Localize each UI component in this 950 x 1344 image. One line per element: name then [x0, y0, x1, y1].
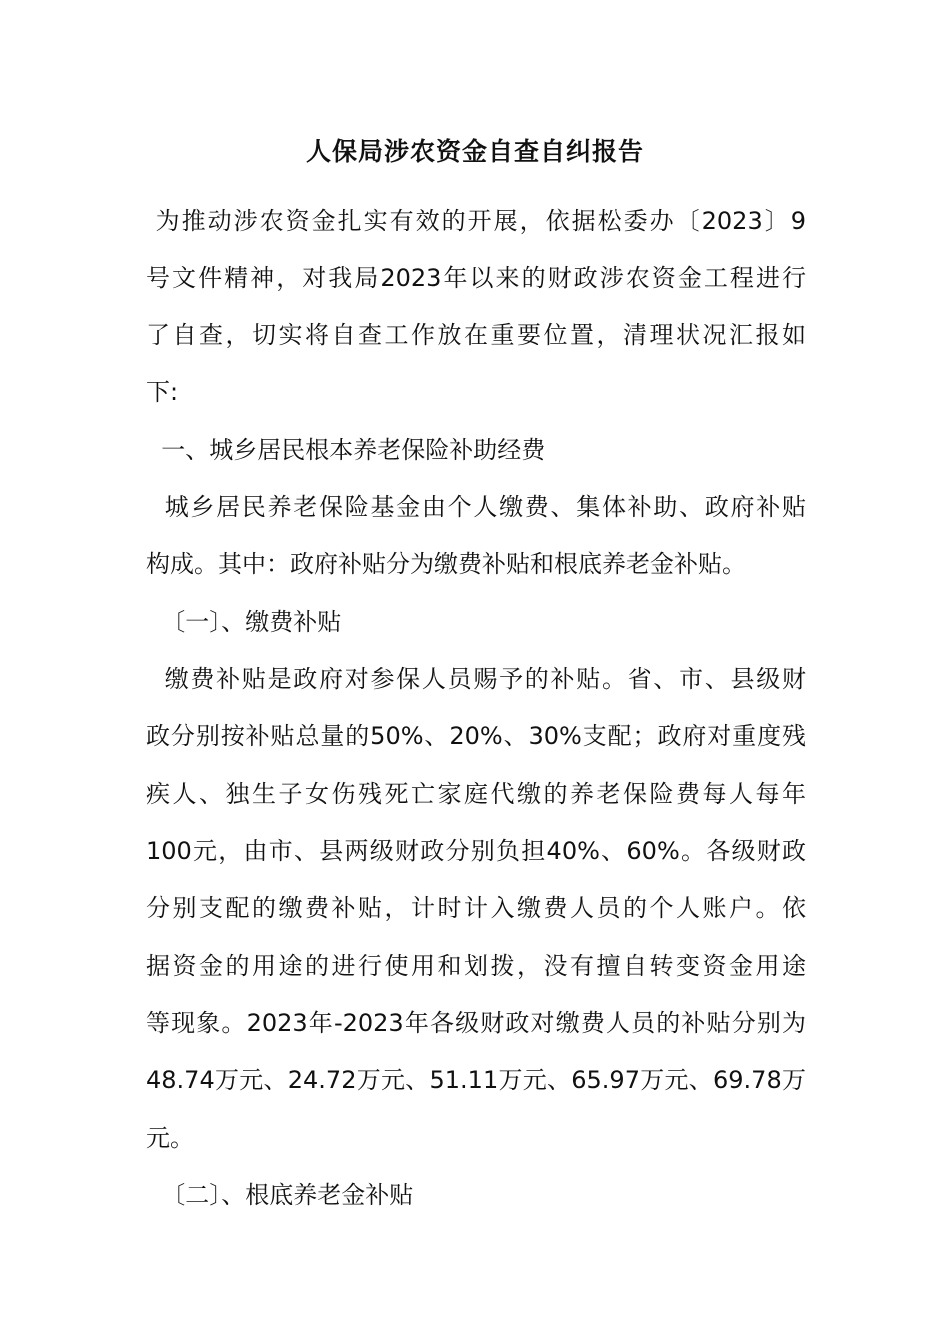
- paragraph-line: 疾人、独生子女伤残死亡家庭代缴的养老保险费每人每年: [146, 780, 806, 808]
- paragraph-line: 构成。其中：政府补贴分为缴费补贴和根底养老金补贴。: [146, 550, 746, 578]
- paragraph-line: 为推动涉农资金扎实有效的开展，依据松委办〔2023〕9: [146, 207, 806, 235]
- paragraph-line: 分别支配的缴费补贴，计时计入缴费人员的个人账户。依: [146, 894, 806, 922]
- paragraph-line: 100元，由市、县两级财政分别负担40%、60%。各级财政: [146, 837, 806, 865]
- paragraph-line: 号文件精神，对我局2023年以来的财政涉农资金工程进行: [146, 264, 806, 292]
- paragraph-line: 城乡居民养老保险基金由个人缴费、集体补助、政府补贴: [146, 493, 806, 521]
- section-heading: 一、城乡居民根本养老保险补助经费: [146, 436, 546, 464]
- paragraph-line: 缴费补贴是政府对参保人员赐予的补贴。省、市、县级财: [146, 665, 806, 693]
- paragraph-line: 下:: [146, 378, 179, 406]
- paragraph-line: 元。: [146, 1124, 194, 1152]
- document-title: 人保局涉农资金自查自纠报告: [305, 137, 644, 166]
- paragraph-line: 等现象。2023年-2023年各级财政对缴费人员的补贴分别为: [146, 1009, 806, 1037]
- paragraph-line: 48.74万元、24.72万元、51.11万元、65.97万元、69.78万: [146, 1066, 806, 1094]
- paragraph-line: 据资金的用途的进行使用和划拨，没有擅自转变资金用途: [146, 952, 806, 980]
- paragraph-line: 了自查，切实将自查工作放在重要位置，清理状况汇报如: [146, 321, 806, 349]
- paragraph-line: 政分别按补贴总量的50%、20%、30%支配；政府对重度残: [146, 722, 806, 750]
- subsection-heading: 〔一〕、缴费补贴: [146, 608, 342, 636]
- subsection-heading: 〔二〕、根底养老金补贴: [146, 1181, 414, 1209]
